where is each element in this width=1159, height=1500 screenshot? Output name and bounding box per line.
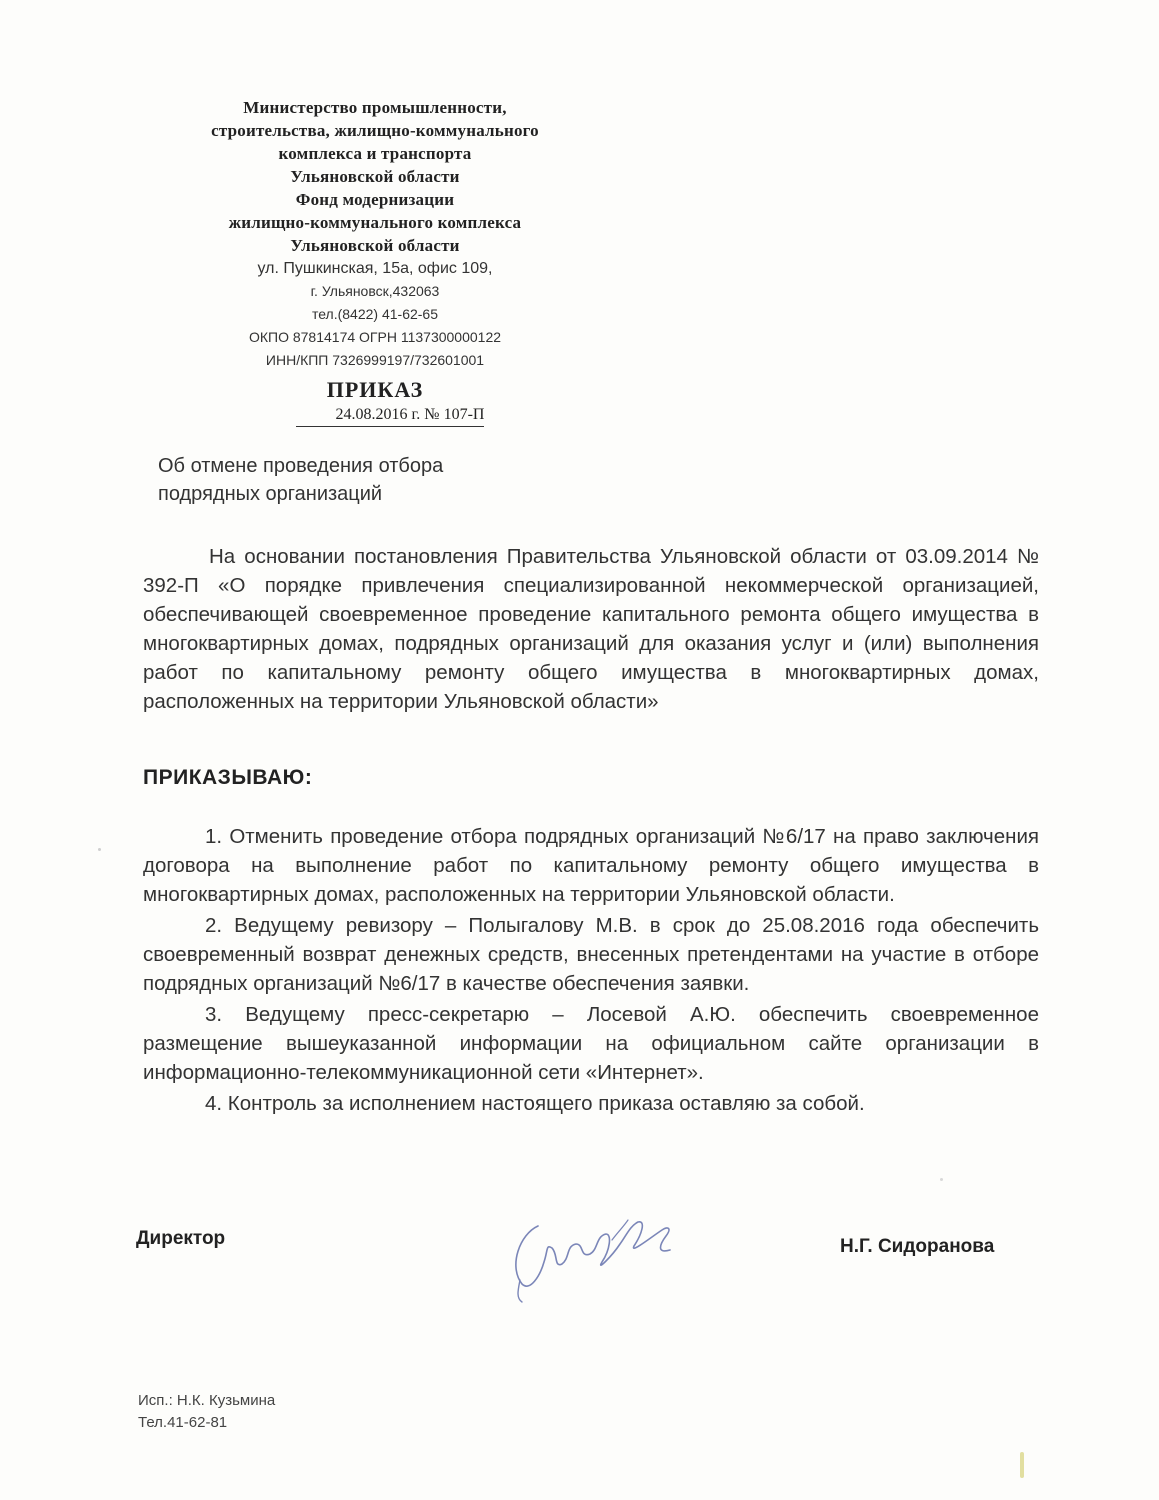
org-line-6: жилищно-коммунального комплекса xyxy=(228,213,522,232)
order-item-1: 1. Отменить проведение отбора подрядных организаций №6/17 на право заключения договора на выполнение работ по капитальному ремонту общего имущества в многоквартирных домах, расположенных на территории Ульяновской области. xyxy=(143,825,1039,906)
scan-speck xyxy=(98,848,101,851)
executor-phone: Тел.41-62-81 xyxy=(138,1414,228,1431)
order-subject xyxy=(158,452,443,508)
org-line-2: строительства, жилищно-коммунального xyxy=(211,121,539,140)
order-date-number: 24.08.2016 г. № 107-П xyxy=(296,404,485,427)
signatory-name: Н.Г. Сидоранова xyxy=(840,1236,995,1257)
address-city: г. Ульяновск,432063 xyxy=(310,283,440,299)
address-street: ул. Пушкинская, 15а, офис 109, xyxy=(257,260,493,277)
org-line-3: комплекса и транспорта xyxy=(278,144,472,163)
signatory-title: Директор xyxy=(136,1228,226,1249)
address-okpo: ОКПО 87814174 ОГРН 1137300000122 xyxy=(248,329,502,345)
preamble-paragraph: На основании постановления Правительства Ульяновской области от 03.09.2014 № 392-П «О порядке привлечения специализированной некоммерческой организацией, обеспечивающей своевременное проведение капитального ремонта общего имущества в многоквартирных домах, подрядных организаций для оказания услуг и (или) выполнения работ по капитальному ремонту общего имущества в многоквартирных домах, расположенных на территории Ульяновской области» xyxy=(143,545,1039,713)
executor-name: Исп.: Н.К. Кузьмина xyxy=(138,1392,276,1409)
orders-heading: ПРИКАЗЫВАЮ: xyxy=(143,766,313,789)
org-line-1: Министерство промышленности, xyxy=(243,98,507,117)
org-line-7: Ульяновской области xyxy=(290,236,460,255)
order-item-2: 2. Ведущему ревизору – Полыгалову М.В. в срок до 25.08.2016 года обеспечить своевременный возврат денежных средств, внесенных претендентами на участие в отборе подрядных организаций №6/17 в качестве обеспечения заявки. xyxy=(143,914,1039,995)
scan-speck xyxy=(940,1178,943,1181)
org-line-5: Фонд модернизации xyxy=(295,190,455,209)
subject-line-1: Об отмене проведения отбора xyxy=(158,455,444,477)
org-line-4: Ульяновской области xyxy=(290,167,460,186)
letterhead xyxy=(140,96,610,427)
executor-info xyxy=(138,1390,275,1434)
preamble-block xyxy=(143,542,1039,716)
subject-line-2: подрядных организаций xyxy=(158,483,383,505)
order-title: ПРИКАЗ xyxy=(326,377,424,402)
scan-speck xyxy=(1020,1452,1024,1478)
order-item-3: 3. Ведущему пресс-секретарю – Лосевой А.Ю. обеспечить своевременное размещение вышеуказанной информации на официальном сайте организации в информационно-телекоммуникационной сети «Интернет». xyxy=(143,1003,1039,1084)
handwritten-signature xyxy=(500,1196,680,1306)
order-items xyxy=(143,822,1039,1120)
order-item-4: 4. Контроль за исполнением настоящего приказа оставляю за собой. xyxy=(205,1092,865,1115)
address-inn: ИНН/КПП 7326999197/732601001 xyxy=(265,352,485,368)
address-phone: тел.(8422) 41-62-65 xyxy=(311,306,439,322)
